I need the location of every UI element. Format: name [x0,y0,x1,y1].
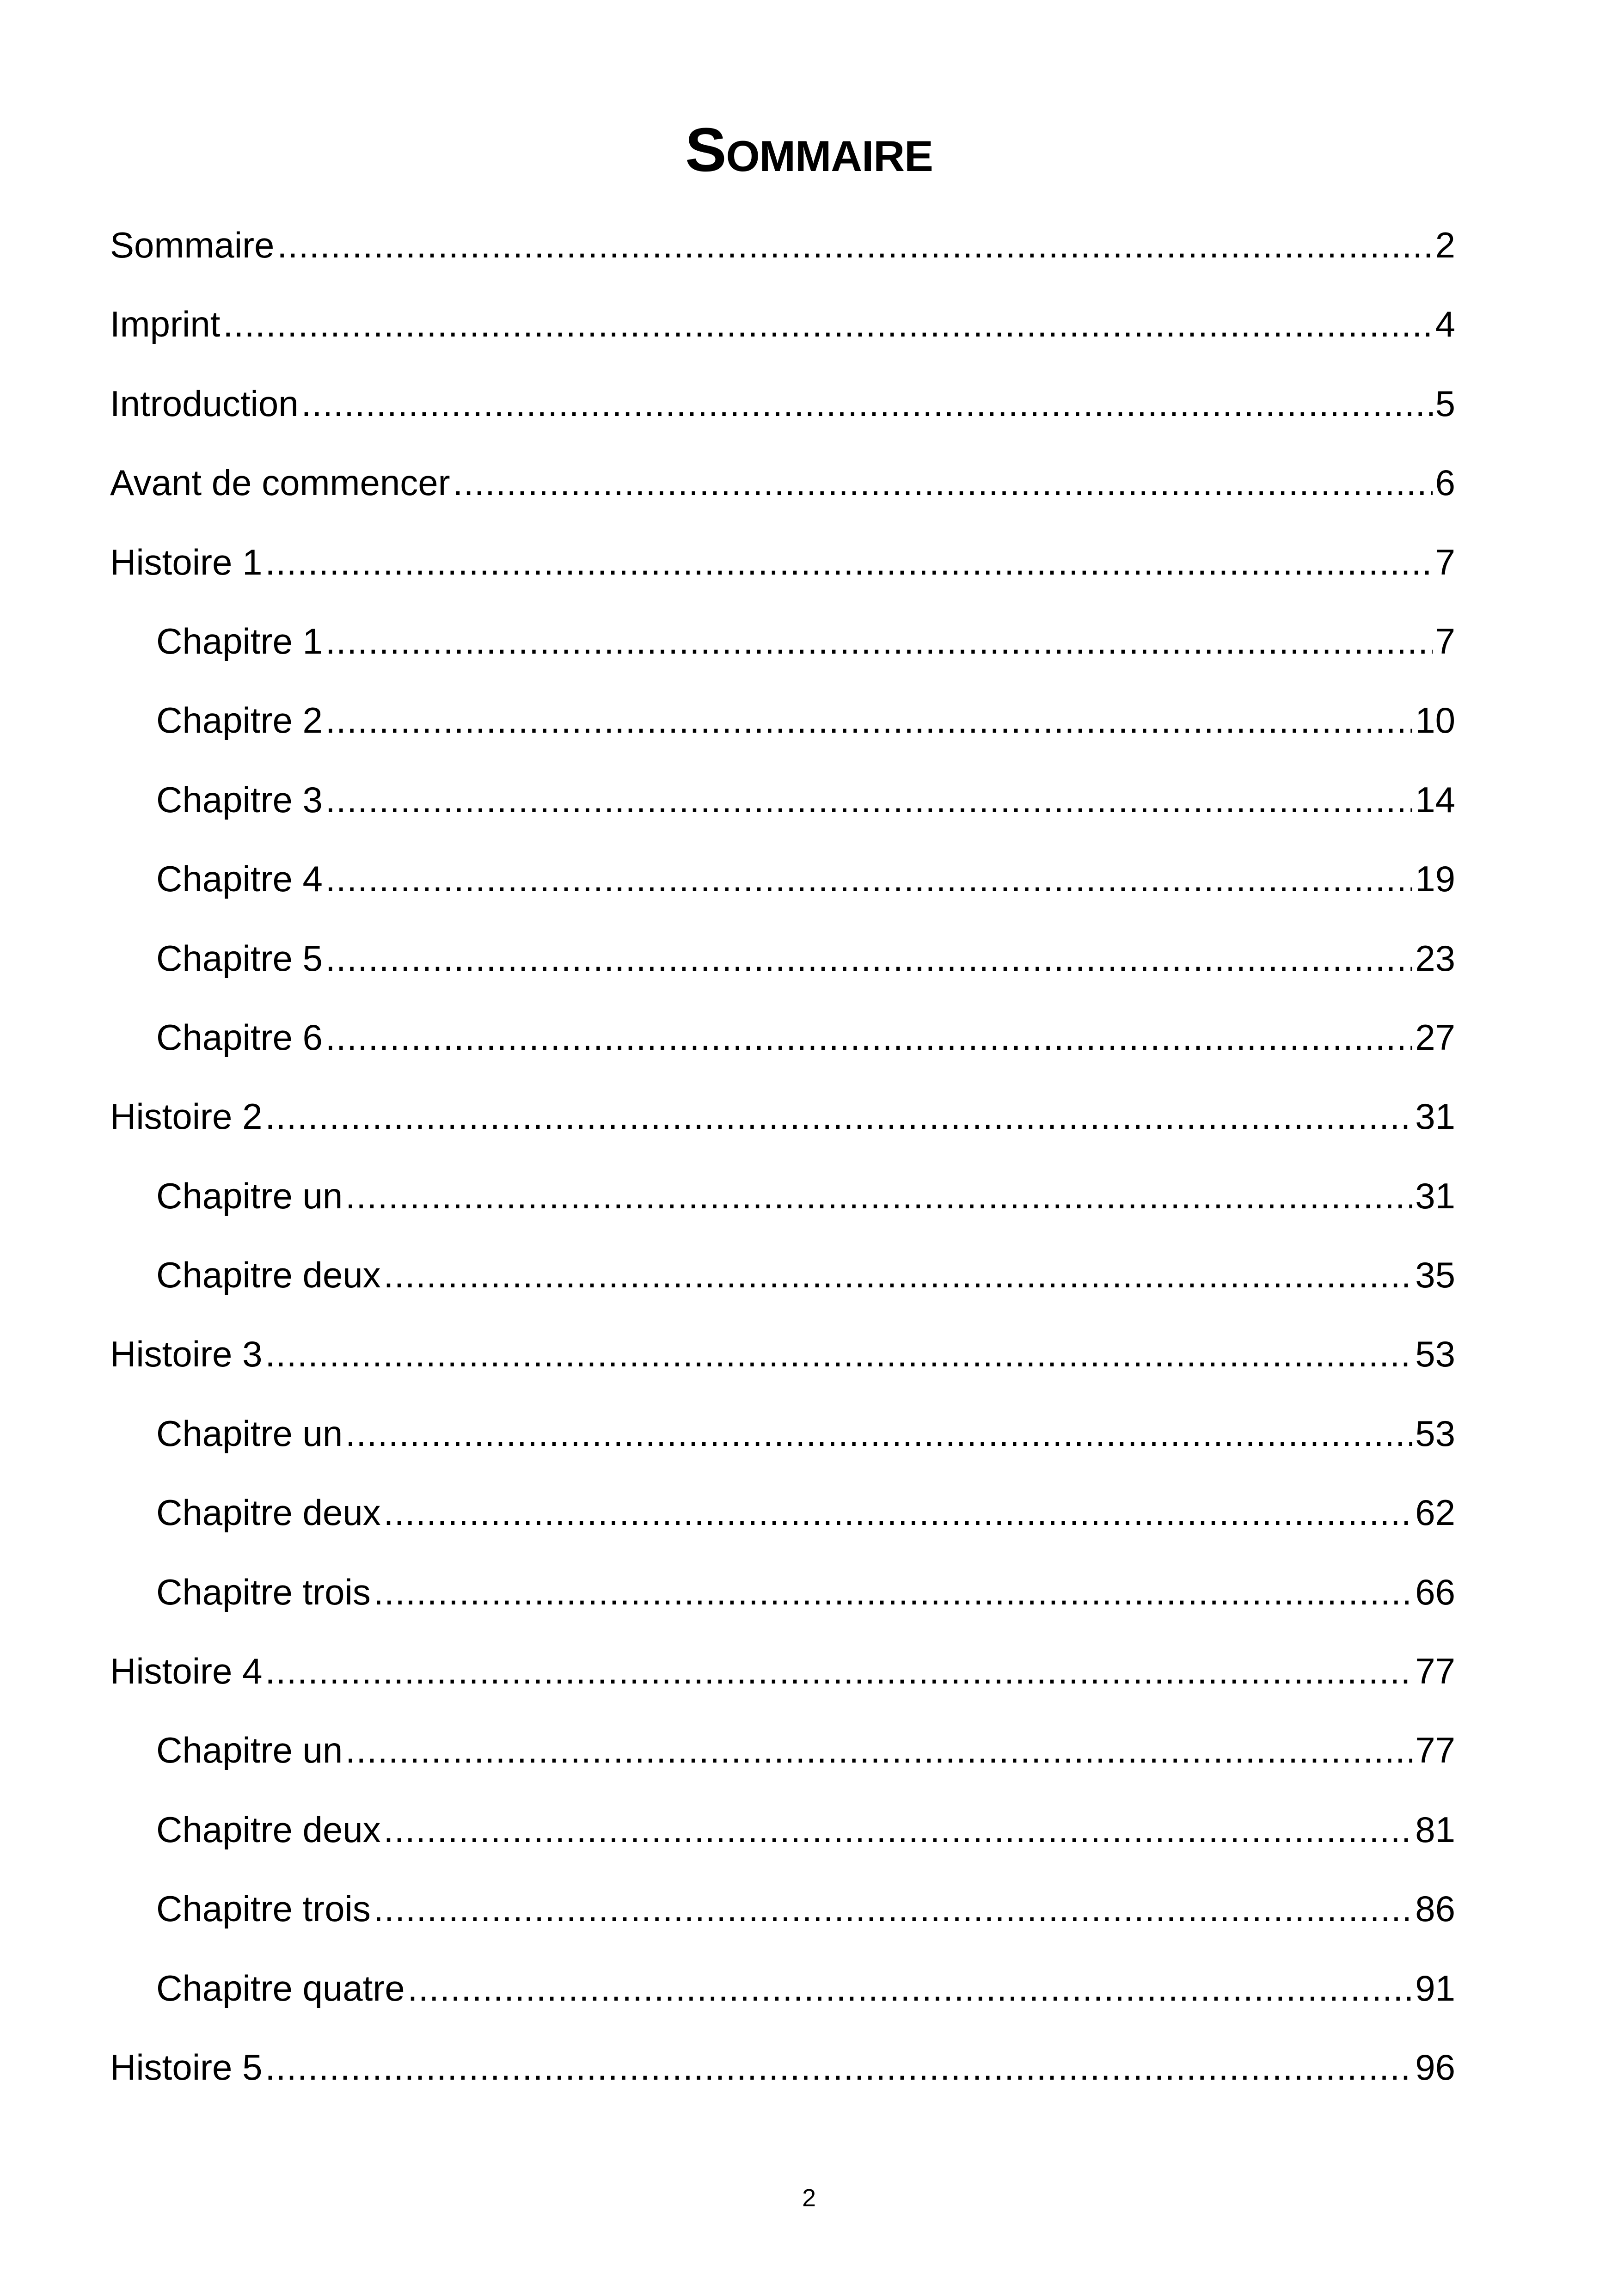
toc-entry-page: 96 [1415,2046,1455,2088]
toc-entry-page: 31 [1415,1175,1455,1216]
toc-entry-histoire-1-chapitre-4[interactable] [110,839,1455,918]
toc-entry-label: Chapitre 3 [156,779,323,820]
toc-entry-label: Chapitre un [156,1730,343,1771]
page-number: 2 [802,2184,816,2212]
toc-entry-label: Introduction [110,383,299,424]
toc-entry-sommaire[interactable] [110,206,1455,285]
toc-entry-label: Chapitre quatre [156,1967,405,2008]
toc-entry-histoire-2-chapitre-deux[interactable] [110,1236,1455,1315]
toc-entry-histoire-3[interactable] [110,1315,1455,1394]
toc-entry-page: 91 [1415,1967,1455,2008]
toc-entry-histoire-4-chapitre-deux[interactable] [110,1790,1455,1869]
toc-entry-page: 35 [1415,1255,1455,1296]
dot-leader [408,1949,1413,2028]
toc-entry-label: Histoire 3 [110,1334,263,1375]
dot-leader [265,523,1432,602]
toc-entry-histoire-3-chapitre-trois[interactable] [110,1553,1455,1632]
toc-entry-page: 5 [1435,383,1455,424]
toc-entry-histoire-3-chapitre-un[interactable] [110,1394,1455,1473]
toc-entry-introduction[interactable] [110,364,1455,443]
toc-entry-histoire-1-chapitre-5[interactable] [110,919,1455,998]
dot-leader [345,1157,1412,1236]
toc-entry-page: 6 [1435,462,1455,503]
toc-entry-label: Chapitre 1 [156,620,323,661]
toc-entry-page: 19 [1415,858,1455,900]
toc-entry-label: Histoire 5 [110,2046,263,2088]
toc-entry-histoire-3-chapitre-deux[interactable] [110,1473,1455,1552]
toc-entry-label: Chapitre trois [156,1888,371,1929]
toc-entry-label: Chapitre deux [156,1809,381,1850]
toc-entry-imprint[interactable] [110,285,1455,364]
toc-entry-page: 77 [1415,1651,1455,1692]
dot-leader [265,1632,1412,1711]
toc-entry-avant-de-commencer[interactable] [110,443,1455,522]
table-of-contents [110,206,1455,2107]
toc-entry-label: Chapitre deux [156,1492,381,1533]
toc-entry-page: 66 [1415,1571,1455,1612]
dot-leader [265,2028,1412,2107]
dot-leader [384,1790,1413,1869]
toc-entry-label: Chapitre un [156,1413,343,1454]
dot-leader [384,1473,1413,1552]
toc-entry-page: 2 [1435,225,1455,265]
toc-entry-page: 86 [1415,1888,1455,1929]
dot-leader [325,839,1412,918]
toc-entry-label: Chapitre 4 [156,858,323,900]
dot-leader [325,919,1412,998]
dot-leader [265,1077,1412,1156]
toc-entry-page: 4 [1435,304,1455,345]
dot-leader [345,1711,1412,1790]
dot-leader [301,364,1433,443]
toc-entry-page: 14 [1415,779,1455,820]
toc-entry-histoire-1-chapitre-1[interactable] [110,602,1455,681]
toc-entry-label: Chapitre deux [156,1255,381,1296]
toc-entry-histoire-1-chapitre-2[interactable] [110,681,1455,760]
toc-entry-label: Imprint [110,304,221,345]
toc-entry-page: 27 [1415,1016,1455,1058]
toc-entry-label: Histoire 4 [110,1651,263,1692]
toc-entry-page: 31 [1415,1096,1455,1137]
dot-leader [277,206,1432,285]
dot-leader [374,1869,1412,1948]
toc-entry-histoire-4[interactable] [110,1632,1455,1711]
toc-entry-label: Avant de commencer [110,462,450,503]
toc-entry-label: Sommaire [110,225,275,265]
toc-entry-page: 7 [1435,620,1455,661]
toc-entry-histoire-4-chapitre-un[interactable] [110,1711,1455,1790]
dot-leader [325,602,1433,681]
dot-leader [325,760,1412,839]
dot-leader [325,681,1412,760]
toc-entry-page: 53 [1415,1413,1455,1454]
toc-entry-histoire-2[interactable] [110,1077,1455,1156]
toc-entry-histoire-1-chapitre-3[interactable] [110,760,1455,839]
toc-entry-page: 10 [1415,700,1455,741]
toc-entry-histoire-4-chapitre-quatre[interactable] [110,1949,1455,2028]
toc-entry-label: Chapitre 2 [156,700,323,741]
dot-leader [374,1553,1412,1632]
dot-leader [384,1236,1413,1315]
toc-entry-page: 53 [1415,1334,1455,1375]
toc-entry-label: Histoire 1 [110,541,263,582]
page-title: Sommaire [685,116,933,184]
toc-entry-page: 23 [1415,937,1455,979]
toc-entry-label: Chapitre 5 [156,937,323,979]
toc-entry-histoire-1[interactable] [110,523,1455,602]
dot-leader [325,998,1412,1077]
toc-entry-label: Chapitre 6 [156,1016,323,1058]
dot-leader [265,1315,1412,1394]
toc-entry-histoire-5[interactable] [110,2028,1455,2107]
toc-entry-label: Chapitre trois [156,1571,371,1612]
toc-entry-page: 77 [1415,1730,1455,1771]
toc-entry-histoire-4-chapitre-trois[interactable] [110,1869,1455,1948]
toc-entry-histoire-1-chapitre-6[interactable] [110,998,1455,1077]
toc-entry-label: Histoire 2 [110,1096,263,1137]
dot-leader [223,285,1432,364]
dot-leader [345,1394,1412,1473]
toc-entry-page: 7 [1435,541,1455,582]
toc-entry-label: Chapitre un [156,1175,343,1216]
toc-entry-page: 81 [1415,1809,1455,1850]
toc-entry-histoire-2-chapitre-un[interactable] [110,1157,1455,1236]
dot-leader [453,443,1433,522]
toc-entry-page: 62 [1415,1492,1455,1533]
